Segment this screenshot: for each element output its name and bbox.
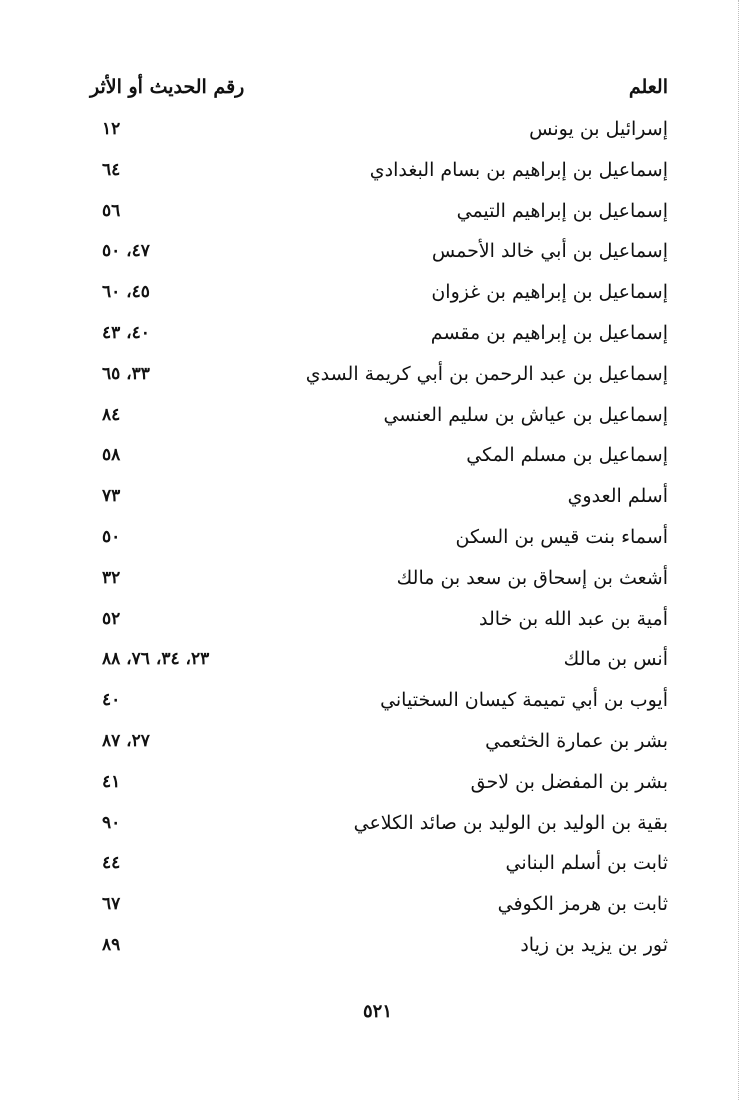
index-entry	[90, 400, 668, 441]
index-entry	[90, 889, 668, 930]
entry-name: ثور بن يزيد بن زياد	[520, 933, 668, 956]
entry-refs: ٥٠	[102, 526, 121, 547]
entry-name: أنس بن مالك	[563, 648, 668, 671]
page-number: ٥٢١	[362, 1001, 392, 1022]
entry-name: إسماعيل بن إبراهيم بن غزوان	[431, 281, 668, 304]
index-entry	[90, 155, 668, 196]
index-entry	[90, 767, 668, 808]
index-entry	[90, 726, 668, 767]
entry-name: بشر بن المفضل بن لاحق	[470, 770, 668, 793]
index-entry	[90, 196, 668, 237]
entry-name: إسماعيل بن مسلم المكي	[466, 444, 668, 467]
entry-refs: ٧٣	[102, 486, 121, 507]
entry-name: إسماعيل بن إبراهيم بن مقسم	[430, 321, 668, 344]
entry-name: بشر بن عمارة الخثعمي	[485, 729, 668, 752]
index-entries	[90, 114, 668, 971]
entry-name: ثابت بن أسلم البناني	[505, 852, 668, 875]
entry-refs: ٨٩	[102, 934, 121, 955]
entry-refs: ١٢	[102, 119, 121, 139]
index-entry	[90, 930, 668, 971]
entry-refs: ٢٣، ٣٤، ٧٦، ٨٨	[102, 649, 210, 670]
entry-name: إسرائيل بن يونس	[529, 118, 668, 140]
entry-refs: ٦٧	[102, 894, 121, 915]
index-header	[90, 76, 668, 106]
entry-name: أسماء بنت قيس بن السكن	[455, 525, 668, 548]
entry-name: أيوب بن أبي تميمة كيسان السختياني	[380, 689, 668, 712]
index-entry	[90, 685, 668, 726]
entry-refs: ٣٢	[102, 567, 121, 588]
index-entry	[90, 563, 668, 604]
index-entry	[90, 359, 668, 400]
entry-name: إسماعيل بن إبراهيم التيمي	[456, 199, 668, 222]
index-entry	[90, 440, 668, 481]
index-entry	[90, 277, 668, 318]
entry-refs: ٩٠	[102, 812, 121, 833]
index-entry	[90, 236, 668, 277]
entry-refs: ٦٤	[102, 159, 121, 180]
page-edge-line	[738, 0, 739, 1100]
entry-refs: ٥٨	[102, 445, 121, 466]
entry-refs: ٥٦	[102, 200, 121, 221]
entry-name: أمية بن عبد الله بن خالد	[479, 607, 668, 630]
entry-refs: ٢٧، ٨٧	[102, 730, 150, 751]
entry-refs: ٤٧، ٥٠	[102, 241, 150, 262]
entry-name: إسماعيل بن عياش بن سليم العنسي	[383, 403, 668, 426]
reference-column-heading: رقم الحديث أو الأثر	[90, 76, 245, 98]
entry-refs: ٥٢	[102, 608, 121, 629]
entry-name: ثابت بن هرمز الكوفي	[497, 893, 668, 916]
entry-refs: ٤٥، ٦٠	[102, 282, 150, 303]
entry-refs: ٣٣، ٦٥	[102, 363, 150, 384]
name-column-heading: العلم	[628, 76, 668, 98]
index-entry	[90, 318, 668, 359]
index-entry	[90, 114, 668, 155]
entry-refs: ٨٤	[102, 404, 121, 425]
entry-name: أسلم العدوي	[567, 485, 668, 508]
entry-name: إسماعيل بن أبي خالد الأحمس	[431, 240, 668, 263]
entry-refs: ٤٠، ٤٣	[102, 322, 150, 343]
index-entry	[90, 522, 668, 563]
index-entry	[90, 848, 668, 889]
index-entry	[90, 604, 668, 645]
entry-name: أشعث بن إسحاق بن سعد بن مالك	[396, 566, 668, 589]
entry-name: بقية بن الوليد بن الوليد بن صائد الكلاعي	[353, 811, 668, 834]
entry-refs: ٤١	[102, 771, 121, 792]
entry-refs: ٤٠	[102, 690, 121, 711]
index-entry	[90, 808, 668, 849]
index-entry	[90, 481, 668, 522]
entry-refs: ٤٤	[102, 853, 121, 874]
index-entry	[90, 644, 668, 685]
entry-name: إسماعيل بن إبراهيم بن بسام البغدادي	[369, 158, 668, 181]
entry-name: إسماعيل بن عبد الرحمن بن أبي كريمة السدي	[305, 362, 668, 385]
